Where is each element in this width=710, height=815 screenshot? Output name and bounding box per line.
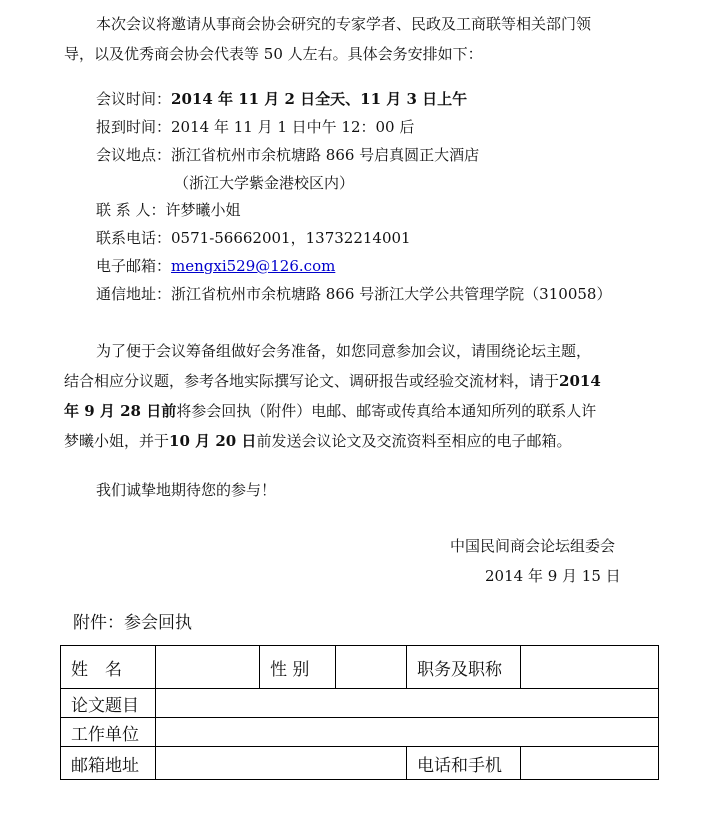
closing-text: 我们诚挚地期待您的参与！ bbox=[96, 481, 277, 499]
email-address-input-cell[interactable] bbox=[156, 747, 407, 780]
employer-label-cell: 工作单位 bbox=[61, 718, 156, 747]
email-link[interactable]: mengxi529@126.com bbox=[171, 257, 336, 275]
deadline-year: 2014 bbox=[559, 372, 601, 390]
instructions-line-4-text-a: 梦曦小姐，并于 bbox=[64, 432, 170, 450]
instructions-line-2 bbox=[64, 371, 601, 391]
paper-label-cell: 论文题目 bbox=[61, 689, 156, 718]
address-label: 通信地址： bbox=[96, 285, 172, 303]
position-input-cell[interactable] bbox=[521, 646, 659, 689]
registration-time-label: 报到时间： bbox=[96, 118, 172, 136]
intro-line-1: 本次会议将邀请从事商会协会研究的专家学者、民政及工商联等相关部门领 bbox=[96, 15, 592, 33]
address-value: 浙江省杭州市余杭塘路 866 号浙江大学公共管理学院（310058） bbox=[171, 285, 612, 303]
form-row-paper bbox=[61, 689, 659, 718]
meeting-time-value: 2014 年 11 月 2 日全天、11 月 3 日上午 bbox=[171, 90, 468, 108]
form-row-employer bbox=[61, 718, 659, 747]
deadline-date: 年 9 月 28 日前 bbox=[64, 402, 177, 420]
instructions-line-3 bbox=[64, 401, 596, 421]
contact-label: 联 系 人： bbox=[96, 201, 166, 219]
phone-input-cell[interactable] bbox=[521, 747, 659, 780]
gender-input-cell[interactable] bbox=[336, 646, 407, 689]
employer-input-cell[interactable] bbox=[156, 718, 659, 747]
signature-date: 2014 年 9 月 15 日 bbox=[485, 567, 621, 585]
venue-note: （浙江大学紫金港校区内） bbox=[174, 174, 355, 192]
organizer-signature: 中国民间商会论坛组委会 bbox=[450, 537, 616, 555]
contact-value: 许梦曦小姐 bbox=[165, 201, 241, 219]
instructions-line-3-text: 将参会回执（附件）电邮、邮寄或传真给本通知所列的联系人许 bbox=[176, 402, 597, 420]
paper-deadline: 10 月 20 日 bbox=[169, 432, 257, 450]
paper-input-cell[interactable] bbox=[156, 689, 659, 718]
email-address-label-cell: 邮箱地址 bbox=[61, 747, 156, 780]
instructions-line-4-text-b: 前发送会议论文及交流资料至相应的电子邮箱。 bbox=[256, 432, 572, 450]
registration-form-table bbox=[60, 645, 659, 780]
email-label: 电子邮箱： bbox=[96, 257, 172, 275]
registration-time-row bbox=[96, 117, 414, 137]
email-row bbox=[96, 256, 335, 276]
form-row-contact bbox=[61, 747, 659, 780]
address-row bbox=[96, 284, 611, 304]
phone-label-cell: 电话和手机 bbox=[407, 747, 521, 780]
phone-label: 联系电话： bbox=[96, 229, 172, 247]
gender-label-cell: 性 别 bbox=[260, 646, 336, 689]
contact-row bbox=[96, 200, 241, 220]
intro-line-2: 导，以及优秀商会协会代表等 50 人左右。具体会务安排如下： bbox=[64, 45, 483, 63]
phone-value: 0571-56662001，13732214001 bbox=[171, 229, 411, 247]
instructions-line-4 bbox=[64, 431, 571, 451]
phone-row bbox=[96, 228, 411, 248]
form-row-name bbox=[61, 646, 659, 689]
venue-label: 会议地点： bbox=[96, 146, 172, 164]
meeting-time-row bbox=[96, 89, 467, 109]
meeting-time-label: 会议时间： bbox=[96, 90, 172, 108]
venue-value: 浙江省杭州市余杭塘路 866 号启真圆正大酒店 bbox=[171, 146, 480, 164]
instructions-line-1: 为了便于会议筹备组做好会务准备，如您同意参加会议，请围绕论坛主题， bbox=[96, 342, 592, 360]
attachment-title: 附件：参会回执 bbox=[73, 613, 192, 633]
registration-time-value: 2014 年 11 月 1 日中午 12：00 后 bbox=[171, 118, 415, 136]
instructions-line-2-text: 结合相应分议题，参考各地实际撰写论文、调研报告或经验交流材料，请于 bbox=[64, 372, 560, 390]
name-input-cell[interactable] bbox=[156, 646, 260, 689]
venue-row bbox=[96, 145, 479, 165]
name-label-cell: 姓 名 bbox=[61, 646, 156, 689]
position-label-cell: 职务及职称 bbox=[407, 646, 521, 689]
